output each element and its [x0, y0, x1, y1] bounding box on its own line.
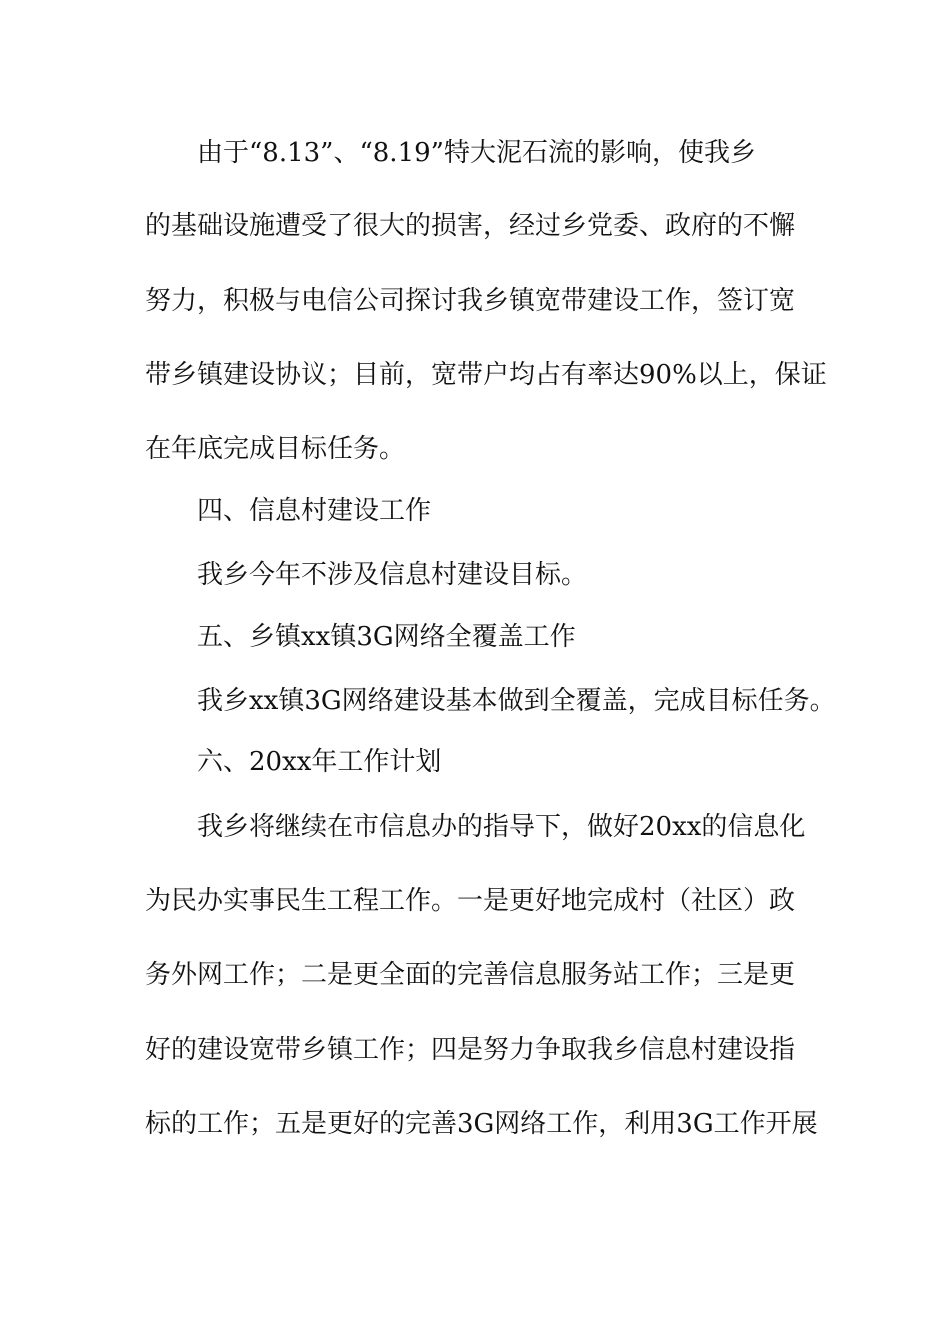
section-heading: 五、乡镇xx镇3G网络全覆盖工作 — [197, 622, 576, 652]
paragraph-line: 在年底完成目标任务。 — [145, 434, 406, 464]
paragraph-line: 标的工作；五是更好的完善3G网络工作，利用3G工作开展 — [145, 1109, 818, 1139]
paragraph-line: 由于“8.13”、“8.19”特大泥石流的影响，使我乡 — [197, 138, 756, 168]
section-heading: 六、20xx年工作计划 — [197, 747, 442, 777]
paragraph-line: 我乡将继续在市信息办的指导下，做好20xx的信息化 — [197, 812, 806, 842]
paragraph-line: 我乡今年不涉及信息村建设目标。 — [197, 560, 588, 590]
paragraph-line: 为民办实事民生工程工作。一是更好地完成村（社区）政 — [145, 886, 796, 916]
paragraph-line: 好的建设宽带乡镇工作；四是努力争取我乡信息村建设指 — [145, 1035, 796, 1065]
paragraph-line: 带乡镇建设协议；目前，宽带户均占有率达90%以上，保证 — [145, 360, 827, 390]
paragraph-line: 努力，积极与电信公司探讨我乡镇宽带建设工作，签订宽 — [145, 286, 796, 316]
section-heading: 四、信息村建设工作 — [197, 496, 432, 526]
paragraph-line: 的基础设施遭受了很大的损害，经过乡党委、政府的不懈 — [145, 211, 796, 241]
paragraph-line: 务外网工作；二是更全面的完善信息服务站工作；三是更 — [145, 960, 796, 990]
paragraph-line: 我乡xx镇3G网络建设基本做到全覆盖，完成目标任务。 — [197, 686, 836, 716]
